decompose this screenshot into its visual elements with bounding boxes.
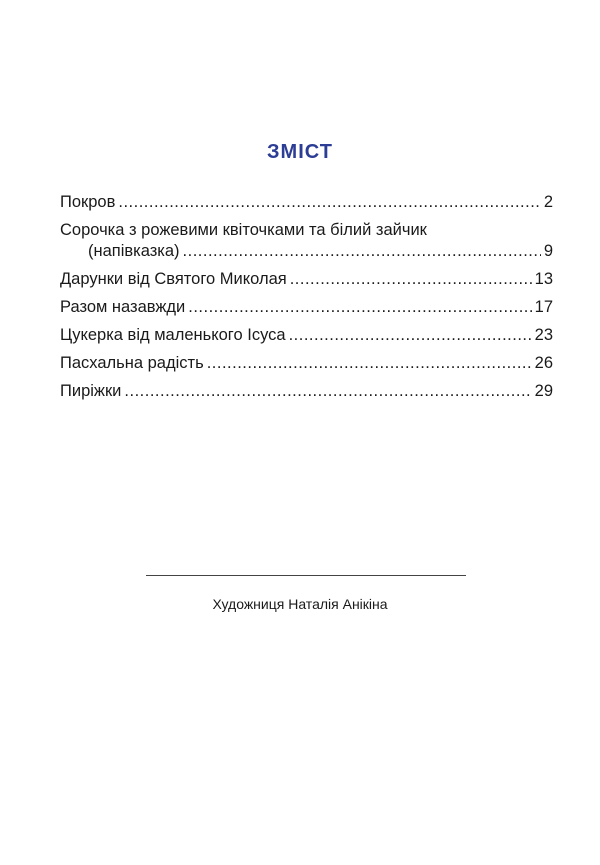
toc-page-number: 26 bbox=[534, 354, 553, 372]
dot-leader bbox=[207, 353, 532, 374]
toc-page-number: 29 bbox=[534, 382, 553, 400]
toc-entry-title: Покров bbox=[60, 193, 116, 211]
toc-entry-title-continuation: (напівказка) bbox=[88, 242, 180, 260]
toc-entry[interactable] bbox=[60, 325, 553, 346]
toc-line bbox=[60, 220, 553, 241]
toc-line bbox=[60, 192, 553, 213]
dot-leader bbox=[290, 269, 532, 290]
toc-entry[interactable] bbox=[60, 297, 553, 318]
dot-leader bbox=[118, 192, 540, 213]
dot-leader bbox=[188, 297, 531, 318]
toc-page-number: 13 bbox=[534, 270, 553, 288]
toc-page-number: 17 bbox=[534, 298, 553, 316]
toc-entry[interactable] bbox=[60, 220, 553, 262]
toc-entry[interactable] bbox=[60, 269, 553, 290]
toc-line bbox=[60, 325, 553, 346]
toc-page-number: 23 bbox=[534, 326, 553, 344]
toc-entry[interactable] bbox=[60, 353, 553, 374]
dot-leader bbox=[183, 241, 541, 262]
toc-entry-title: Сорочка з рожевими квіточками та білий зайчик bbox=[60, 221, 427, 239]
toc-line bbox=[60, 241, 553, 262]
toc-line bbox=[60, 269, 553, 290]
divider bbox=[146, 575, 466, 576]
dot-leader bbox=[124, 381, 531, 402]
toc-entry-title: Цукерка від маленького Ісуса bbox=[60, 326, 286, 344]
toc-entry-title: Пасхальна радість bbox=[60, 354, 204, 372]
toc-line bbox=[60, 297, 553, 318]
dot-leader bbox=[289, 325, 532, 346]
toc-entry-title: Разом назавжди bbox=[60, 298, 186, 316]
toc-line bbox=[60, 353, 553, 374]
page-title: ЗМІСТ bbox=[267, 141, 333, 163]
toc-line bbox=[60, 381, 553, 402]
table-of-contents bbox=[60, 192, 553, 409]
toc-page-number: 9 bbox=[543, 242, 553, 260]
illustrator-credit: Художниця Наталія Анікіна bbox=[212, 596, 388, 612]
toc-entry[interactable] bbox=[60, 192, 553, 213]
toc-entry-title: Пиріжки bbox=[60, 382, 122, 400]
toc-page-number: 2 bbox=[543, 193, 553, 211]
toc-entry[interactable] bbox=[60, 381, 553, 402]
toc-entry-title: Дарунки від Святого Миколая bbox=[60, 270, 287, 288]
